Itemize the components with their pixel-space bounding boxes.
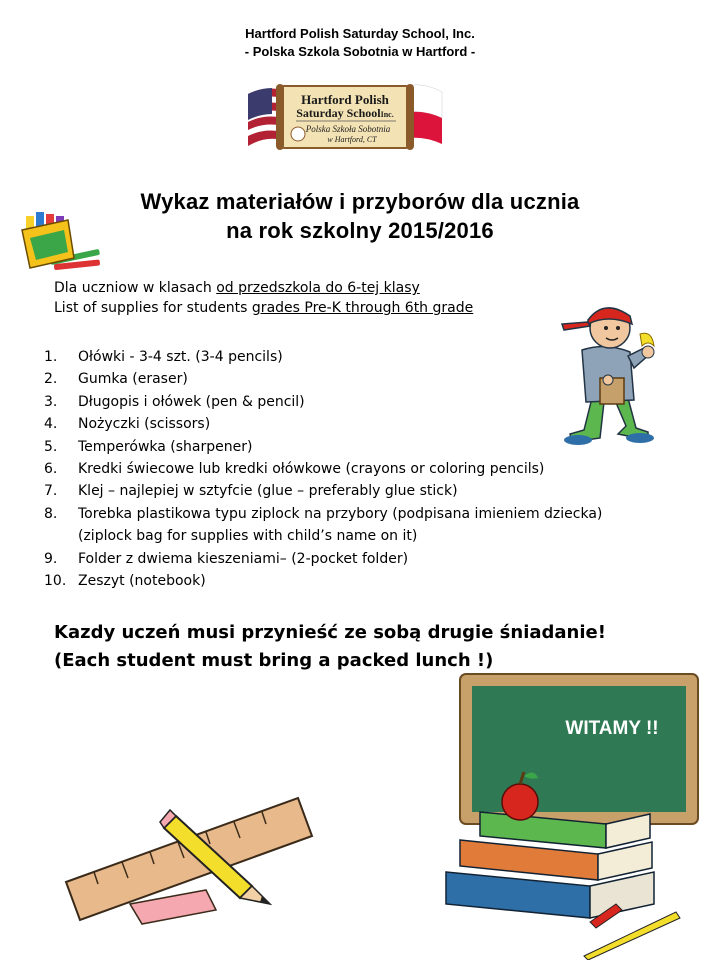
logo-title-suffix: Inc.: [380, 110, 394, 119]
logo-title-2: Saturday School: [296, 106, 381, 120]
list-item: 10. Zeszyt (notebook): [44, 572, 206, 589]
ruler-pencil-eraser-illustration: [66, 796, 316, 946]
list-item: 5. Temperówka (sharpener): [44, 438, 253, 455]
logo-subtitle-1: Polska Szkoła Sobotnia: [305, 124, 391, 134]
list-item: 3. Długopis i ołówek (pen & pencil): [44, 393, 305, 410]
page-title: Wykaz materiałów i przyborów dla ucznia: [140, 189, 580, 214]
logo-title-1: Hartford Polish: [301, 92, 389, 107]
intro-polish-range: od przedszkola do 6-tej klasy: [216, 280, 420, 296]
list-item: 9. Folder z dwiema kieszeniami– (2-pocket folder): [44, 550, 409, 567]
chalkboard-greeting: WITAMY !!: [565, 718, 659, 739]
list-item: 7. Klej – najlepiej w sztyfcie (glue – preferably glue stick): [44, 483, 458, 500]
intro-polish: Dla uczniow w klasach od przedszkola do 6-tej klasy: [54, 280, 420, 296]
lunch-notice-english: (Each student must bring a packed lunch !): [54, 650, 494, 671]
page-subtitle: na rok szkolny 2015/2016: [226, 218, 494, 243]
list-item: 4. Nożyczki (scissors): [44, 416, 211, 433]
intro-english-range: grades Pre-K through 6th grade: [251, 300, 474, 316]
school-logo: [248, 74, 442, 154]
supplies-list: [44, 346, 602, 592]
svg-text:Saturday SchoolInc.: [296, 106, 393, 120]
list-item: 6. Kredki świecowe lub kredki ołówkowe (crayons or coloring pencils): [44, 460, 545, 477]
school-name: Hartford Polish Saturday School, Inc.: [245, 26, 475, 41]
school-name-polish: - Polska Szkola Sobotnia w Hartford -: [244, 44, 476, 59]
chalkboard-books-illustration: [440, 672, 700, 958]
lunch-notice-polish: Kazdy uczeń musi przynieść ze sobą drugie śniadanie!: [54, 622, 606, 643]
list-item: 1. Ołówki - 3-4 szt. (3-4 pencils): [44, 349, 283, 365]
list-item: 8. Torebka plastikowa typu ziplock na przybory (podpisana imieniem dziecka) (ziplock bag for supplies with child’s name on it): [44, 505, 603, 545]
list-item: 2. Gumka (eraser): [44, 371, 188, 388]
eagle-seal-icon: [291, 127, 305, 141]
logo-subtitle-2: w Hartford, CT: [327, 135, 377, 144]
intro-english: List of supplies for students grades Pre-K through 6th grade: [54, 300, 474, 316]
